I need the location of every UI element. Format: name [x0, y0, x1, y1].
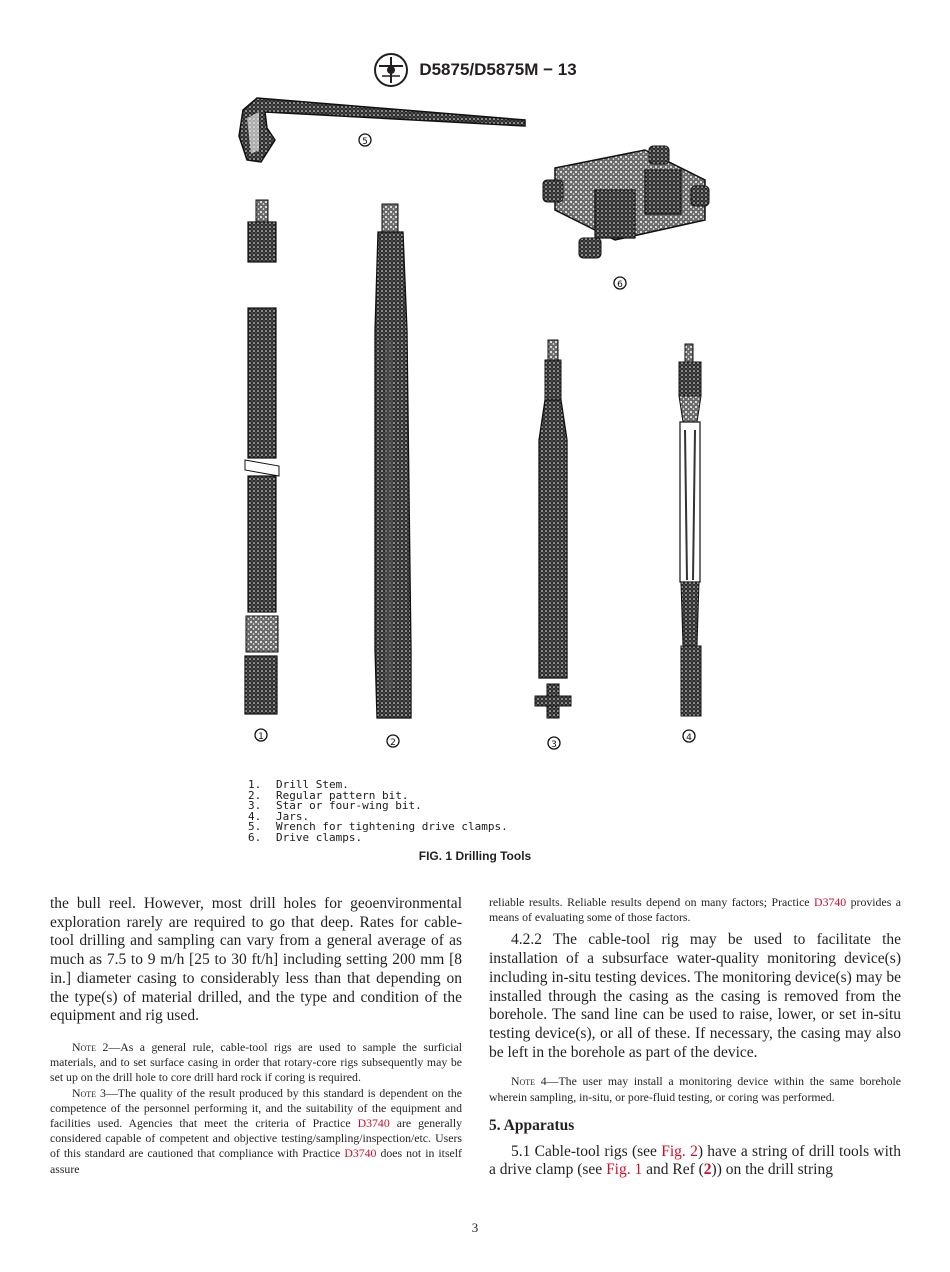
- star-bit-tool: [535, 340, 571, 750]
- legend-item: 2. Regular pattern bit.: [248, 788, 409, 802]
- note-3-continued: reliable results. Reliable results depend on many factors; Practice D3740 provides a means of evaluating some of those factors.: [489, 895, 902, 925]
- wrench-tool: [239, 98, 525, 162]
- legend-item: 5. Wrench for tightening drive clamps.: [248, 820, 508, 834]
- right-column: [489, 895, 901, 1180]
- note-4: Note 4—The user may install a monitoring device within the same borehole wherein sampling, in-situ, or pore-fluid testing, or coring was performed.: [489, 1074, 902, 1104]
- legend-item: 4. Jars.: [248, 809, 310, 823]
- document-id: D5875/D5875M − 13: [419, 60, 577, 79]
- tool-label-3: 3: [551, 740, 557, 750]
- drive-clamps-tool: [543, 146, 709, 290]
- note-3: Note 3—The quality of the result produced by this standard is dependent on the competence of the personnel performing it, and the suitability of the equipment and facilities used. Agencies that meet the criteria of Practice D3740 are generally considered capable of competent and objective testing/sampling/inspection/etc. Users of this standard are cautioned that compliance with Practice D3740 does not in itself assure: [50, 1085, 463, 1176]
- fig-1-link[interactable]: Fig. 1: [606, 1161, 643, 1179]
- figure-legend: [248, 780, 508, 844]
- tool-label-2: 2: [390, 738, 396, 748]
- fig-2-link[interactable]: Fig. 2: [661, 1142, 698, 1160]
- body-paragraph: the bull reel. However, most drill holes for geoenvironmental exploration rarely are required to go that deep. Rates for cable-tool drilling and sampling can vary from a general average of as much as 7.5 to 9 m/h [25 to 30 ft/h] including setting 200 mm [8 in.] diameter casing to considerably less than that depending on the type(s) of material drilled, and the type and condition of the equipment and rig used.: [50, 895, 462, 1025]
- paragraph-5-1: 5.1 Cable-tool rigs (see Fig. 2) have a string of drill tools with a drive clamp (see Fig. 1 and Ref (2)) on the drill string: [489, 1142, 901, 1179]
- legend-item: 1. Drill Stem.: [248, 778, 349, 791]
- page-header: [0, 52, 950, 88]
- jars-tool: [679, 344, 701, 743]
- ref-2-link[interactable]: 2: [703, 1161, 712, 1179]
- d3740-link[interactable]: D3740: [814, 895, 847, 909]
- drill-stem-tool: [245, 200, 279, 742]
- tool-label-5: 5: [362, 137, 368, 147]
- section-heading-apparatus: 5. Apparatus: [489, 1116, 575, 1134]
- legend-item: 6. Drive clamps.: [248, 830, 363, 844]
- note-2: Note 2—As a general rule, cable-tool rigs are used to sample the surficial materials, and to set surface casing in order that rotary-core rigs subsequently may be set up on the drill hole to core drill hard rock if coring is required.: [50, 1039, 463, 1085]
- legend-item: 3. Star or four-wing bit.: [248, 799, 422, 813]
- tool-label-6: 6: [617, 280, 623, 290]
- left-column: [50, 895, 462, 1177]
- tool-label-4: 4: [686, 733, 692, 743]
- regular-pattern-bit-tool: [375, 204, 411, 748]
- paragraph-4-2-2: 4.2.2 The cable-tool rig may be used to facilitate the installation of a subsurface water-quality monitoring device(s) including in-situ testing devices. The monitoring device(s) may be installed through the casing as the casing is removed from the borehole. The sand line can be used to raise, lower, or set in-situ testing device(s), or all of these. If necessary, the casing may also be left in the borehole as part of the device.: [489, 931, 901, 1061]
- drilling-tools-figure: [225, 90, 745, 780]
- d3740-link[interactable]: D3740: [357, 1115, 390, 1130]
- d3740-link[interactable]: D3740: [344, 1146, 377, 1161]
- page-number: 3: [471, 1220, 479, 1235]
- astm-logo-icon: [373, 52, 409, 88]
- tool-label-1: 1: [258, 732, 264, 742]
- figure-caption: FIG. 1 Drilling Tools: [418, 849, 532, 863]
